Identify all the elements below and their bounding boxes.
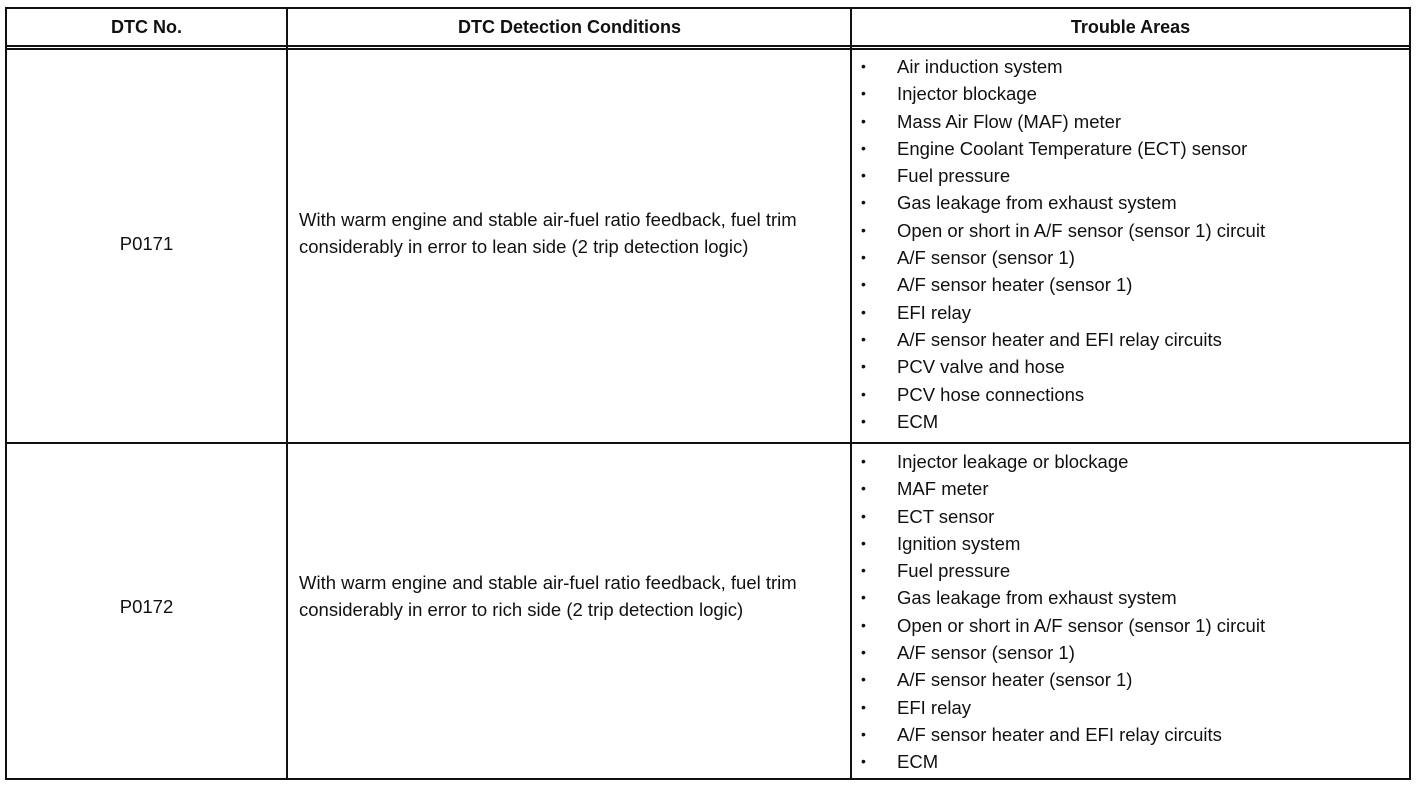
trouble-area-item: • Open or short in A/F sensor (sensor 1) circuit bbox=[859, 217, 1265, 244]
trouble-area-item: • Fuel pressure bbox=[859, 162, 1265, 189]
trouble-area-item: • A/F sensor (sensor 1) bbox=[859, 639, 1265, 666]
trouble-area-item: • PCV valve and hose bbox=[859, 353, 1265, 380]
trouble-areas-list bbox=[859, 53, 1265, 435]
header-trouble-areas: Trouble Areas bbox=[1070, 17, 1191, 37]
trouble-area-item: • ECM bbox=[859, 748, 1265, 775]
trouble-area-item: • ECT sensor bbox=[859, 503, 1265, 530]
trouble-area-item: • Injector leakage or blockage bbox=[859, 448, 1265, 475]
dtc-code: P0171 bbox=[119, 233, 174, 254]
trouble-area-item: • Open or short in A/F sensor (sensor 1) circuit bbox=[859, 612, 1265, 639]
table-row bbox=[7, 444, 1409, 780]
trouble-area-item: • MAF meter bbox=[859, 475, 1265, 502]
trouble-areas-list bbox=[859, 448, 1265, 776]
trouble-area-item: • EFI relay bbox=[859, 694, 1265, 721]
dtc-code: P0172 bbox=[119, 596, 174, 617]
detection-condition: With warm engine and stable air-fuel ratio feedback, fuel trim considerably in error to rich side (2 trip detection logic) bbox=[299, 572, 797, 620]
dtc-table bbox=[5, 7, 1411, 780]
trouble-area-item: • Fuel pressure bbox=[859, 557, 1265, 584]
trouble-area-item: • A/F sensor heater and EFI relay circuits bbox=[859, 326, 1265, 353]
trouble-area-item: • Engine Coolant Temperature (ECT) sensor bbox=[859, 135, 1265, 162]
trouble-area-item: • EFI relay bbox=[859, 299, 1265, 326]
trouble-area-item: • A/F sensor heater (sensor 1) bbox=[859, 271, 1265, 298]
trouble-area-item: • Mass Air Flow (MAF) meter bbox=[859, 108, 1265, 135]
table-row bbox=[7, 50, 1409, 442]
trouble-area-item: • Gas leakage from exhaust system bbox=[859, 189, 1265, 216]
trouble-area-item: • ECM bbox=[859, 408, 1265, 435]
trouble-area-item: • Ignition system bbox=[859, 530, 1265, 557]
trouble-area-item: • A/F sensor (sensor 1) bbox=[859, 244, 1265, 271]
trouble-area-item: • Injector blockage bbox=[859, 80, 1265, 107]
header-dtc-no: DTC No. bbox=[111, 17, 182, 37]
detection-condition: With warm engine and stable air-fuel ratio feedback, fuel trim considerably in error to lean side (2 trip detection logic) bbox=[299, 209, 797, 257]
trouble-area-item: • Air induction system bbox=[859, 53, 1265, 80]
header-conditions: DTC Detection Conditions bbox=[458, 17, 681, 37]
trouble-area-item: • A/F sensor heater and EFI relay circuits bbox=[859, 721, 1265, 748]
trouble-area-item: • Gas leakage from exhaust system bbox=[859, 584, 1265, 611]
table-header bbox=[7, 9, 1409, 50]
trouble-area-item: • A/F sensor heater (sensor 1) bbox=[859, 666, 1265, 693]
trouble-area-item: • PCV hose connections bbox=[859, 381, 1265, 408]
